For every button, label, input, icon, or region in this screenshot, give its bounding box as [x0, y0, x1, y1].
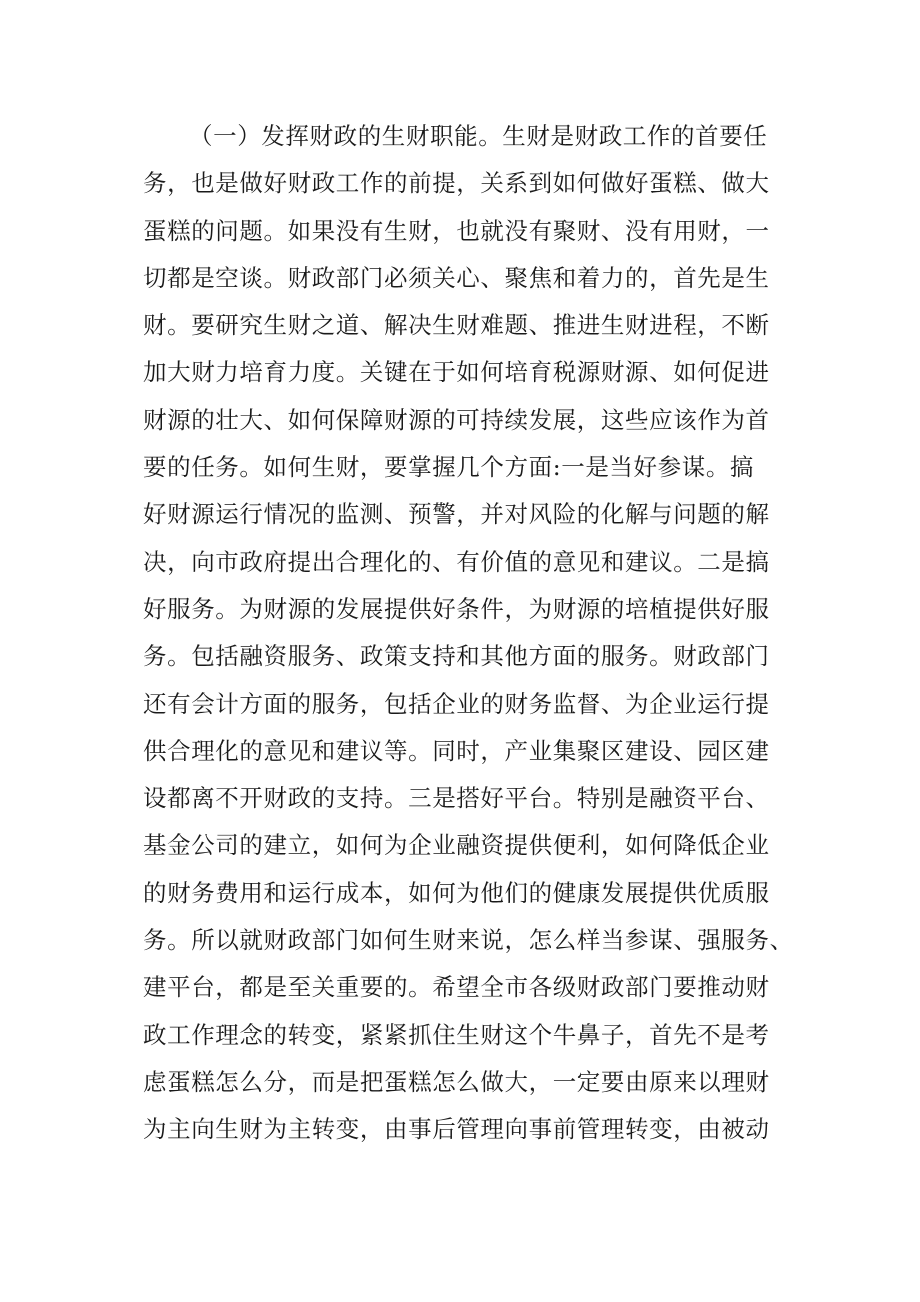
text-line: 基金公司的建立，如何为企业融资提供便利，如何降低企业 — [143, 831, 770, 860]
body-paragraph — [143, 113, 803, 1154]
text-line: 好服务。为财源的发展提供好条件，为财源的培植提供好服 — [143, 594, 770, 623]
text-line: 蛋糕的问题。如果没有生财，也就没有聚财、没有用财，一 — [143, 216, 770, 245]
text-line: 财。要研究生财之道、解决生财难题、推进生财进程，不断 — [143, 311, 770, 340]
text-line: 还有会计方面的服务，包括企业的财务监督、为企业运行提 — [143, 689, 770, 718]
text-line: 决，向市政府提出合理化的、有价值的意见和建议。二是搞 — [143, 547, 770, 576]
text-line: 虑蛋糕怎么分，而是把蛋糕怎么做大，一定要由原来以理财 — [143, 1067, 770, 1096]
text-line: 的财务费用和运行成本，如何为他们的健康发展提供优质服 — [143, 878, 770, 907]
text-line: （一）发挥财政的生财职能。生财是财政工作的首要任 — [189, 122, 768, 150]
text-line: 政工作理念的转变，紧紧抓住生财这个牛鼻子，首先不是考 — [143, 1020, 770, 1049]
text-line: 财源的壮大、如何保障财源的可持续发展，这些应该作为首 — [143, 405, 770, 434]
text-line: 加大财力培育力度。关键在于如何培育税源财源、如何促进 — [143, 358, 770, 387]
text-line: 设都离不开财政的支持。三是搭好平台。特别是融资平台、 — [143, 784, 770, 813]
text-line: 供合理化的意见和建议等。同时，产业集聚区建设、园区建 — [143, 736, 770, 765]
text-line: 切都是空谈。财政部门必须关心、聚焦和着力的，首先是生 — [143, 263, 770, 292]
text-line: 为主向生财为主转变，由事后管理向事前管理转变，由被动 — [143, 1115, 770, 1144]
text-line: 务，也是做好财政工作的前提，关系到如何做好蛋糕、做大 — [143, 169, 770, 198]
text-line: 务。所以就财政部门如何生财来说，怎么样当参谋、强服务、 — [143, 926, 794, 955]
text-line: 建平台，都是至关重要的。希望全市各级财政部门要推动财 — [143, 973, 770, 1002]
text-line: 务。包括融资服务、政策支持和其他方面的服务。财政部门 — [143, 642, 770, 671]
text-line: 要的任务。如何生财，要掌握几个方面:一是当好参谋。搞 — [143, 453, 755, 482]
text-line: 好财源运行情况的监测、预警，并对风险的化解与问题的解 — [143, 500, 770, 529]
